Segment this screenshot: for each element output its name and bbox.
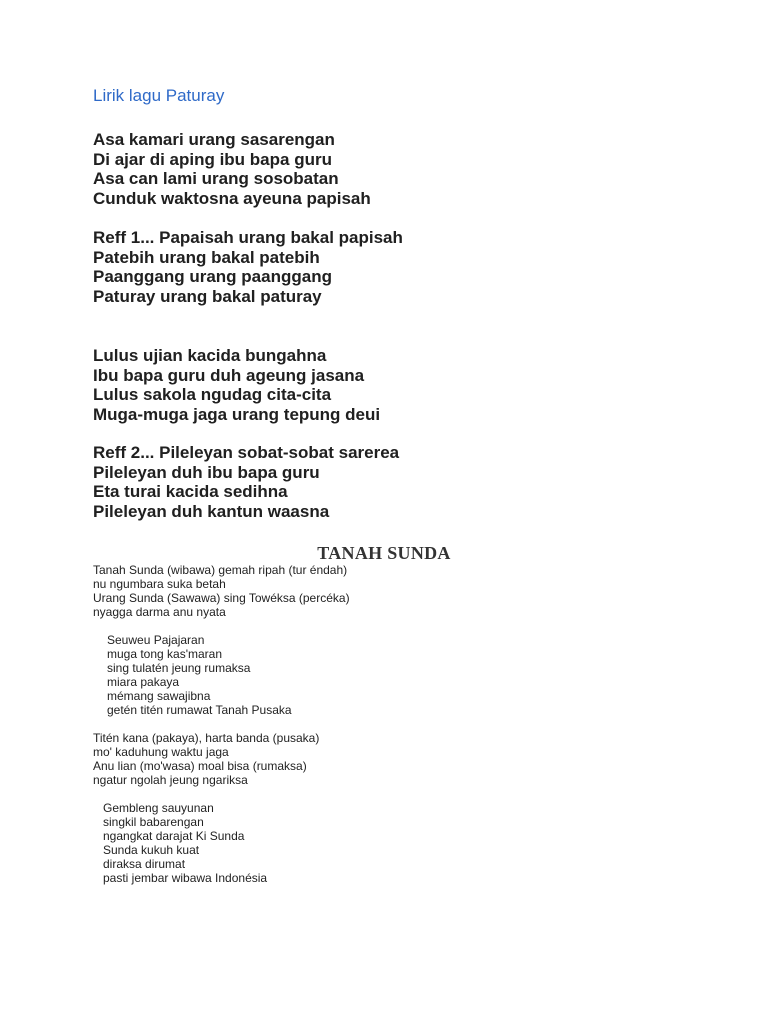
lyric-line: Seuweu Pajajaran xyxy=(107,633,205,647)
lyric-line: Eta turai kacida sedihna xyxy=(93,482,288,501)
lyric-line: Gembleng sauyunan xyxy=(103,801,214,815)
lyric-line: Urang Sunda (Sawawa) sing Towéksa (percéka) xyxy=(93,591,350,605)
lyric-line: muga tong kas'maran xyxy=(107,647,223,661)
tanah-sunda-verse-4 xyxy=(103,801,267,885)
lyric-line: diraksa dirumat xyxy=(103,857,186,871)
lyric-line: Lulus sakola ngudag cita-cita xyxy=(93,385,332,404)
lyric-line: Cunduk waktosna ayeuna papisah xyxy=(93,188,371,208)
lyric-line: ngangkat darajat Ki Sunda xyxy=(103,829,245,843)
lyric-line: Reff 1... Papaisah urang bakal papisah xyxy=(93,228,403,247)
lyric-line: mémang sawajibna xyxy=(107,689,211,703)
lyric-line: ngatur ngolah jeung ngariksa xyxy=(93,773,248,787)
lyric-line: mo' kaduhung waktu jaga xyxy=(93,745,229,759)
lyric-line: Sunda kukuh kuat xyxy=(103,843,200,857)
lyric-line: Asa can lami urang sosobatan xyxy=(93,169,339,188)
lyric-line: singkil babarengan xyxy=(103,815,204,829)
lyric-line: Di ajar di aping ibu bapa guru xyxy=(93,149,332,169)
lyric-line: Reff 2... Pileleyan sobat-sobat sarerea xyxy=(93,443,400,462)
lyric-line: Asa kamari urang sasarengan xyxy=(93,130,335,149)
song-title-tanah-sunda: TANAH SUNDA xyxy=(317,543,451,563)
tanah-sunda-verse-3 xyxy=(93,731,319,787)
lyric-line: Tanah Sunda (wibawa) gemah ripah (tur éndah) xyxy=(93,563,348,577)
paturay-stanza-2 xyxy=(93,346,380,424)
lyric-line: pasti jembar wibawa Indonésia xyxy=(103,871,268,885)
lyric-line: nu ngumbara suka betah xyxy=(93,577,226,591)
song-title-paturay: Lirik lagu Paturay xyxy=(93,86,225,105)
lyric-line: Pileleyan duh ibu bapa guru xyxy=(93,462,320,482)
lyric-line: Pileleyan duh kantun waasna xyxy=(93,501,330,521)
lyric-line: Anu lian (mo'wasa) moal bisa (rumaksa) xyxy=(93,759,307,773)
tanah-sunda-verse-1 xyxy=(93,563,350,619)
paturay-stanza-1 xyxy=(93,130,371,208)
lyric-line: Muga-muga jaga urang tepung deui xyxy=(93,404,381,424)
lyric-line: Patebih urang bakal patebih xyxy=(93,247,320,267)
lyric-line: Lulus ujian kacida bungahna xyxy=(93,346,327,365)
lyric-line: miara pakaya xyxy=(107,675,180,689)
lyric-line: nyagga darma anu nyata xyxy=(93,605,226,619)
lyric-line: Titén kana (pakaya), harta banda (pusaka) xyxy=(93,731,320,745)
lyric-line: getén titén rumawat Tanah Pusaka xyxy=(107,703,292,717)
lyric-line: Paturay urang bakal paturay xyxy=(93,286,322,306)
lyric-line: Paanggang urang paanggang xyxy=(93,267,332,286)
tanah-sunda-verse-2 xyxy=(107,633,292,717)
paturay-reff-2 xyxy=(93,443,399,521)
lyric-line: sing tulatén jeung rumaksa xyxy=(107,661,251,675)
paturay-reff-1 xyxy=(93,228,403,306)
lyric-line: Ibu bapa guru duh ageung jasana xyxy=(93,365,365,385)
